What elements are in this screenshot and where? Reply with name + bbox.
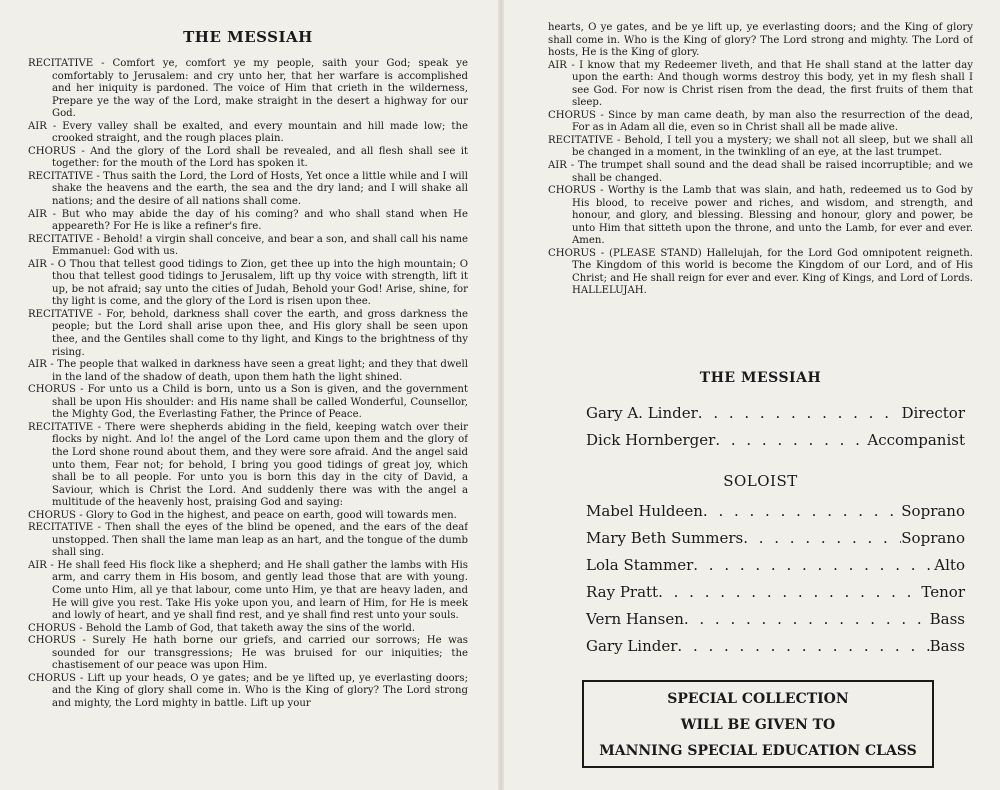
soloist-part: Tenor (921, 583, 965, 602)
soloist-row (548, 606, 973, 633)
staff-row (548, 427, 973, 454)
soloist-name: Ray Pratt (586, 583, 659, 602)
right-page (548, 0, 973, 790)
leader-dots (703, 498, 901, 525)
libretto-entry: AIR - But who may abide the day of his coming? and who shall stand when He appeareth? For He is like a refiner's fire. (28, 208, 468, 233)
program-title: THE MESSIAH (699, 370, 822, 387)
libretto-entry: CHORUS - Worthy is the Lamb that was slain, and hath, redeemed us to God by His blood, to receive power and riches, and wisdom, and strength, and honour, and glory, and blessing. Blessing and honour, glory and power, be unto Him that sitteth upon the throne, and unto the Lamb, for ever and ever. Amen. (548, 185, 973, 247)
libretto-entry: hearts, O ye gates, and be ye lift up, ye everlasting doors; and the King of glory shall come in. Who is the King of glory? The Lord strong and mighty. The Lord of hosts, He is the King of glory. (548, 22, 973, 59)
libretto-continued (548, 22, 973, 298)
soloist-row (548, 633, 973, 660)
soloist-name: Gary Linder (586, 637, 678, 656)
soloist-part: Bass (929, 637, 965, 656)
soloist-name: Lola Stammer (586, 556, 694, 575)
soloist-part: Soprano (901, 502, 965, 521)
leader-dots (698, 400, 902, 427)
notice-line: MANNING SPECIAL EDUCATION CLASS (599, 743, 917, 759)
libretto-entry: RECITATIVE - Behold! a virgin shall conceive, and bear a son, and shall call his name Emmanuel: God with us. (28, 233, 468, 258)
staff-role: Director (901, 404, 965, 423)
notice-line: SPECIAL COLLECTION (667, 691, 849, 707)
soloist-row (548, 552, 973, 579)
libretto-entry: CHORUS - (PLEASE STAND) Hallelujah, for the Lord God omnipotent reigneth. The Kingdom of this world is become the Kingdom of our Lord, and of His Christ; and He shall reign for ever and ever. King of Kings, and Lord of Lords. HALLELUJAH. (548, 247, 973, 297)
staff-name: Gary A. Linder (586, 404, 698, 423)
libretto-entry: CHORUS - Since by man came death, by man also the resurrection of the dead, For as in Adam all die, even so in Christ shall all be made alive. (548, 109, 973, 134)
leader-dots (693, 552, 934, 579)
soloist-row (548, 498, 973, 525)
staff-name: Dick Hornberger (586, 431, 716, 450)
soloist-part: Bass (929, 610, 965, 629)
notice-line: WILL BE GIVEN TO (680, 717, 836, 733)
soloist-row (548, 579, 973, 606)
leader-dots (658, 579, 921, 606)
soloist-list (548, 498, 973, 660)
libretto-entry: RECITATIVE - Behold, I tell you a mystery; we shall not all sleep, but we shall all be changed in a moment, in the twinkling of an eye, at the last trumpet. (548, 134, 973, 159)
soloist-name: Vern Hansen (586, 610, 684, 629)
libretto-entry: CHORUS - Lift up your heads, O ye gates; and be ye lifted up, ye everlasting doors; and the King of glory shall come in. Who is the King of glory? The Lord strong and mighty, the Lord mighty in battle. Lift up your (28, 672, 468, 709)
left-page (28, 0, 468, 790)
libretto-entry: AIR - O Thou that tellest good tidings to Zion, get thee up into the high mountain; O thou that tellest good tidings to Jerusalem, lift up thy voice with strength, lift it up, be not afraid; say unto the cities of Judah, Behold your God! Arise, shine, for thy light is come, and the glory of the Lord is risen upon thee. (28, 258, 468, 308)
libretto-entry: CHORUS - Behold the Lamb of God, that taketh away the sins of the world. (28, 622, 416, 634)
libretto-entry: RECITATIVE - For, behold, darkness shall cover the earth, and gross darkness the people; but the Lord shall arise upon thee, and His glory shall be seen upon thee, and the Gentiles shall come to thy light, and Kings to the brightness of thy rising. (28, 308, 468, 358)
leader-dots (684, 606, 930, 633)
soloist-name: Mary Beth Summers (586, 529, 744, 548)
libretto-entry: RECITATIVE - Then shall the eyes of the blind be opened, and the ears of the deaf unstopped. Then shall the lame man leap as an hart, and the tongue of the dumb shall sing. (28, 522, 468, 559)
libretto-entry: AIR - The trumpet shall sound and the dead shall be raised incorruptible; and we shall be changed. (548, 160, 973, 184)
soloist-row (548, 525, 973, 552)
libretto-entry: AIR - The people that walked in darkness have seen a great light; and they that dwell in the land of the shadow of death, upon them hath the light shined. (28, 359, 468, 383)
staff-role: Accompanist (867, 431, 965, 450)
staff-list (548, 400, 973, 454)
libretto-entry: AIR - I know that my Redeemer liveth, and that He shall stand at the latter day upon the earth: And though worms destroy this body, yet in my flesh shall I see God. For now is Christ risen from the dead, the first fruits of them that sleep. (548, 59, 973, 109)
center-fold (498, 0, 504, 790)
staff-row (548, 400, 973, 427)
libretto-entry: RECITATIVE - There were shepherds abiding in the field, keeping watch over their flocks by night. And lo! the angel of the Lord came upon them and the glory of the Lord shone round about them, and they were sore afraid. And the angel said unto them, Fear not; for behold, I bring you good tidings of great joy, which shall be to all people. For unto you is born this day in the city of David, a Saviour, which is Christ the Lord. And suddenly there was with the angel a multitude of the heavenly host, praising God and saying: (28, 421, 468, 509)
soloist-part: Alto (934, 556, 965, 575)
libretto-entry: AIR - He shall feed His flock like a shepherd; and He shall gather the lambs with His arm, and carry them in His bosom, and gently lead those that are with young. Come unto Him, all ye that labour, come unto Him, ye that are heavy laden, and He will give you rest. Take His yoke upon you, and learn of Him, for He is meek and lowly of heart, and ye shall find rest, and ye shall find rest unto your souls. (28, 559, 468, 622)
special-collection-notice (582, 680, 934, 768)
libretto-entry: AIR - Every valley shall be exalted, and every mountain and hill made low; the crooked straight, and the rough places plain. (28, 120, 468, 145)
libretto-entry: CHORUS - For unto us a Child is born, unto us a Son is given, and the government shall be upon His shoulder: and His name shall be called Wonderful, Counsellor, the Mighty God, the Everlasting Father, the Prince of Peace. (28, 384, 468, 421)
leader-dots (715, 427, 867, 454)
leader-dots (743, 525, 901, 552)
libretto-entry: CHORUS - Surely He hath borne our griefs, and carried our sorrows; He was sounded for our transgressions; He was bruised for our iniquities; the chastisement of our peace was upon Him. (28, 635, 468, 672)
libretto-entry: CHORUS - And the glory of the Lord shall be revealed, and all flesh shall see it together: for the mouth of the Lord has spoken it. (28, 145, 468, 170)
libretto-title: THE MESSIAH (183, 28, 313, 46)
leader-dots (677, 633, 929, 660)
libretto-text (28, 58, 468, 710)
libretto-entry: RECITATIVE - Comfort ye, comfort ye my people, saith your God; speak ye comfortably to Jerusalem: and cry unto her, that her warfare is accomplished and her iniquity is pardoned. The voice of Him that crieth in the wilderness, Prepare ye the way of the Lord, make straight in the desert a highway for our God. (28, 58, 468, 120)
soloist-part: Soprano (901, 529, 965, 548)
soloist-name: Mabel Huldeen (586, 502, 703, 521)
soloist-heading: SOLOIST (723, 472, 798, 491)
libretto-entry: RECITATIVE - Thus saith the Lord, the Lord of Hosts, Yet once a little while and I will shake the heavens and the earth, the sea and the dry land; and I will shake all nations; and the desire of all nations shall come. (28, 170, 468, 208)
libretto-entry: CHORUS - Glory to God in the highest, and peace on earth, good will towards men. (28, 509, 457, 521)
